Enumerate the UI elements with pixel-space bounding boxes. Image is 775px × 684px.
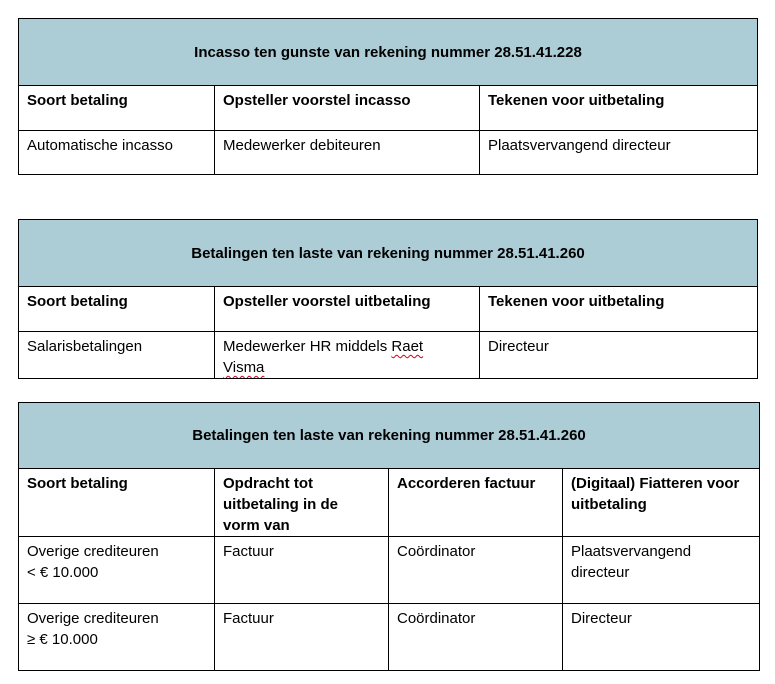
spellcheck-flagged-word: Raet bbox=[391, 338, 424, 355]
cell-opsteller bbox=[215, 332, 480, 379]
header-accorderen-factuur: Accorderen factuur bbox=[389, 469, 563, 537]
cell-soort-betaling: Salarisbetalingen bbox=[19, 332, 215, 379]
header-fiatteren-voor-uitbetaling bbox=[563, 469, 760, 537]
header-soort-betaling: Soort betaling bbox=[19, 287, 215, 332]
header-line: vorm van bbox=[223, 517, 290, 534]
cell-line: directeur bbox=[571, 564, 630, 581]
cell-line: Plaatsvervangend bbox=[571, 543, 692, 560]
header-opsteller-voorstel-incasso: Opsteller voorstel incasso bbox=[215, 86, 480, 131]
cell-tekenen: Plaatsvervangend directeur bbox=[480, 131, 758, 175]
cell-opsteller: Medewerker debiteuren bbox=[215, 131, 480, 175]
crediteuren-table-title: Betalingen ten laste van rekening nummer 28.51.41.260 bbox=[19, 403, 760, 469]
cell-line: Overige crediteuren bbox=[27, 610, 159, 627]
incasso-table-title: Incasso ten gunste van rekening nummer 28.51.41.228 bbox=[19, 19, 758, 86]
table-row bbox=[19, 131, 758, 175]
cell-opdracht: Factuur bbox=[215, 604, 389, 671]
cell-soort-betaling: Automatische incasso bbox=[19, 131, 215, 175]
header-line: Opdracht tot bbox=[223, 475, 313, 492]
header-opdracht-tot-uitbetaling bbox=[215, 469, 389, 537]
cell-fiatteren: Directeur bbox=[563, 604, 760, 671]
header-line: uitbetaling bbox=[571, 496, 647, 513]
header-line: (Digitaal) Fiatteren voor bbox=[571, 475, 740, 492]
header-soort-betaling: Soort betaling bbox=[19, 469, 215, 537]
crediteuren-table bbox=[18, 402, 760, 671]
opsteller-text: Medewerker HR middels bbox=[223, 338, 392, 355]
cell-fiatteren bbox=[563, 537, 760, 604]
cell-soort-betaling bbox=[19, 537, 215, 604]
cell-line: ≥ € 10.000 bbox=[27, 631, 98, 648]
header-tekenen-voor-uitbetaling: Tekenen voor uitbetaling bbox=[480, 287, 758, 332]
header-soort-betaling: Soort betaling bbox=[19, 86, 215, 131]
cell-accorderen: Coördinator bbox=[389, 537, 563, 604]
table-row bbox=[19, 332, 758, 379]
table-row bbox=[19, 537, 760, 604]
table-row bbox=[19, 604, 760, 671]
header-line: uitbetaling in de bbox=[223, 496, 338, 513]
cell-soort-betaling bbox=[19, 604, 215, 671]
salaris-table bbox=[18, 219, 758, 379]
incasso-table bbox=[18, 18, 758, 175]
cell-line: < € 10.000 bbox=[27, 564, 99, 581]
header-opsteller-voorstel-uitbetaling: Opsteller voorstel uitbetaling bbox=[215, 287, 480, 332]
spellcheck-flagged-word: Visma bbox=[223, 359, 265, 376]
cell-accorderen: Coördinator bbox=[389, 604, 563, 671]
cell-tekenen: Directeur bbox=[480, 332, 758, 379]
cell-line: Overige crediteuren bbox=[27, 543, 159, 560]
cell-opdracht: Factuur bbox=[215, 537, 389, 604]
header-tekenen-voor-uitbetaling: Tekenen voor uitbetaling bbox=[480, 86, 758, 131]
salaris-table-title: Betalingen ten laste van rekening nummer 28.51.41.260 bbox=[19, 220, 758, 287]
